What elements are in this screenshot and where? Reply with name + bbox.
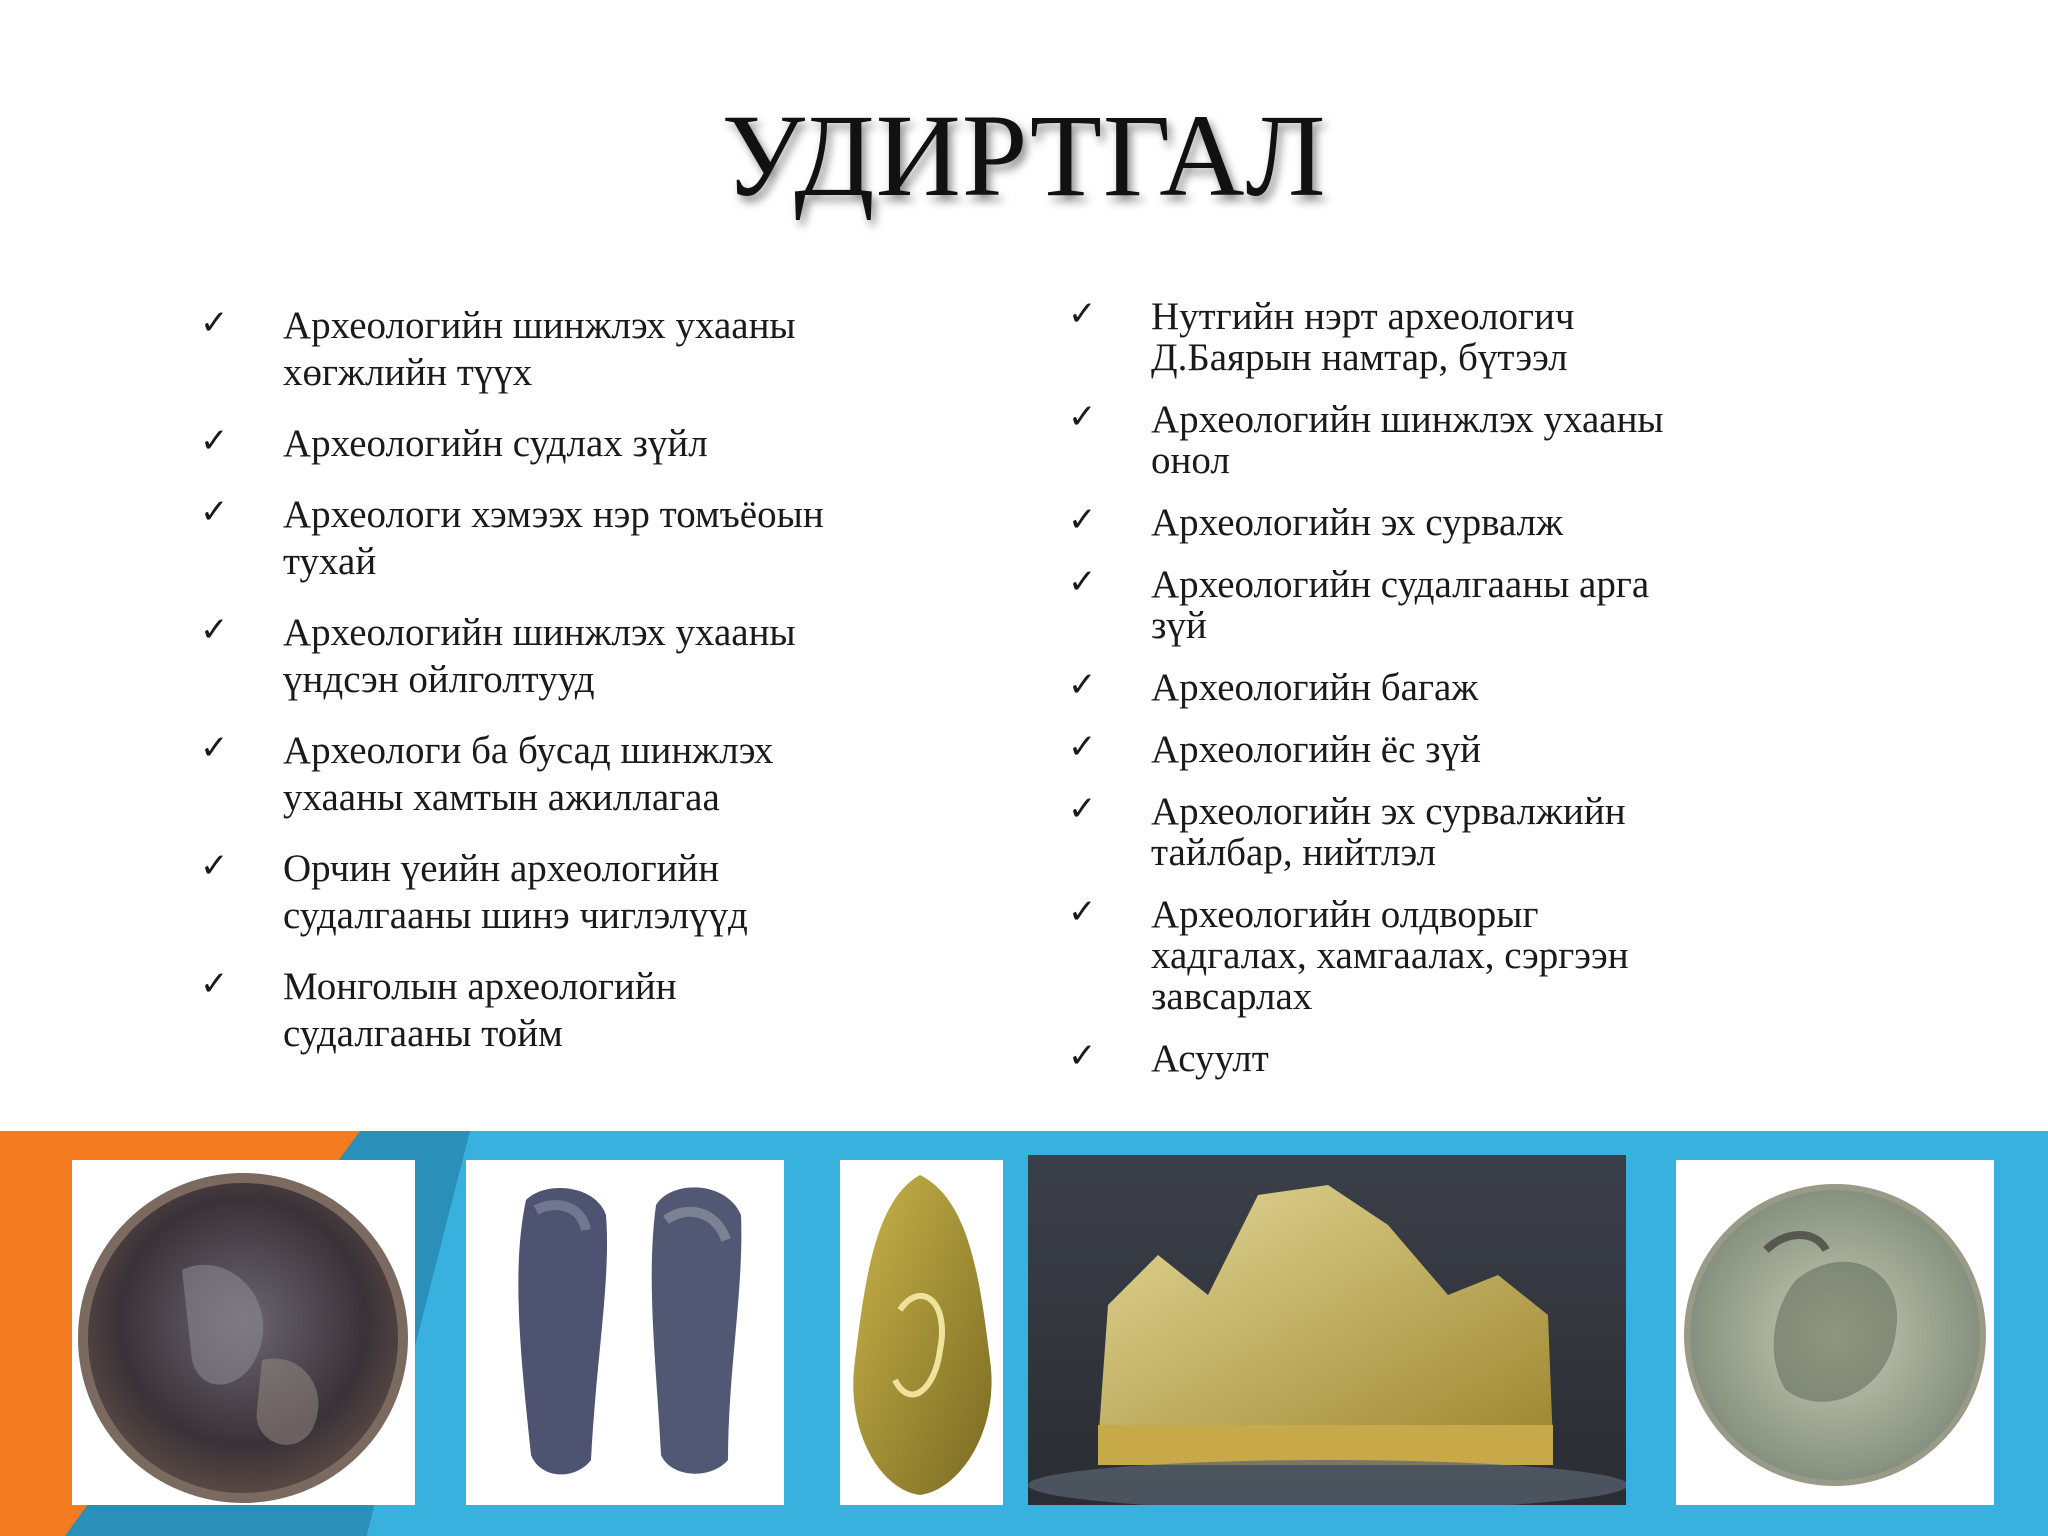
item-line: Археологийн ёс зүй (1151, 728, 1481, 771)
item-line: судалгааны шинэ чиглэлүүд (283, 894, 748, 937)
item-line: Нутгийн нэрт археологич (1151, 295, 1575, 338)
list-item (198, 963, 898, 1057)
list-item (1066, 564, 1766, 646)
stone-figurines-image (466, 1160, 784, 1505)
checkmark-icon: ✓ (200, 964, 229, 1004)
list-item (1066, 729, 1766, 770)
list-item (1066, 296, 1766, 378)
bronze-mirror-photo (72, 1160, 415, 1505)
checkmark-icon: ✓ (1068, 562, 1097, 602)
stone-figurines-photo (466, 1160, 784, 1505)
slide-title: УДИРТГАЛ (721, 90, 1327, 221)
item-line: ухааны хамтын ажиллагаа (283, 776, 720, 819)
item-line: судалгааны тойм (283, 1012, 563, 1055)
gold-crown-photo (1028, 1155, 1626, 1505)
item-line: Орчин үеийн археологийн (283, 847, 720, 890)
item-line: Археологи ба бусад шинжлэх (283, 729, 774, 772)
gold-crown-image (1028, 1155, 1626, 1505)
item-line: зүй (1151, 604, 1207, 647)
list-item (1066, 791, 1766, 873)
checkmark-icon: ✓ (1068, 294, 1097, 334)
checkmark-icon: ✓ (200, 492, 229, 532)
checkmark-icon: ✓ (200, 303, 229, 343)
checkmark-icon: ✓ (1068, 1036, 1097, 1076)
list-item (1066, 894, 1766, 1017)
item-line: тухай (283, 540, 377, 583)
item-line: Д.Баярын намтар, бүтээл (1151, 336, 1568, 379)
item-line: Археологийн эх сурвалж (1151, 501, 1564, 544)
item-line: Археологийн судлах зүйл (283, 422, 708, 465)
checkmark-icon: ✓ (1068, 500, 1097, 540)
item-line: завсарлах (1151, 975, 1313, 1018)
checkmark-icon: ✓ (200, 610, 229, 650)
checkmark-icon: ✓ (1068, 892, 1097, 932)
checkmark-icon: ✓ (1068, 397, 1097, 437)
left-topic-list (198, 302, 898, 1081)
gold-plaque-photo (840, 1160, 1003, 1505)
checkmark-icon: ✓ (1068, 789, 1097, 829)
checkmark-icon: ✓ (200, 421, 229, 461)
checkmark-icon: ✓ (200, 728, 229, 768)
right-topic-list (1066, 296, 1766, 1100)
gold-plaque-image (840, 1160, 1003, 1505)
item-line: Археологийн судалгааны арга (1151, 563, 1650, 606)
checkmark-icon: ✓ (200, 846, 229, 886)
item-line: Асуулт (1151, 1037, 1269, 1080)
item-line: Монголын археологийн (283, 965, 677, 1008)
item-line: Археологийн эх сурвалжийн (1151, 790, 1626, 833)
list-item (1066, 399, 1766, 481)
list-item (198, 420, 898, 467)
item-line: Археологийн шинжлэх ухааны (283, 304, 796, 347)
list-item (1066, 502, 1766, 543)
list-item (1066, 667, 1766, 708)
item-line: үндсэн ойлголтууд (283, 658, 595, 701)
silver-medallion-photo (1676, 1160, 1994, 1505)
item-line: Археологийн олдворыг (1151, 893, 1539, 936)
checkmark-icon: ✓ (1068, 665, 1097, 705)
list-item (1066, 1038, 1766, 1079)
checkmark-icon: ✓ (1068, 727, 1097, 767)
list-item (198, 302, 898, 396)
item-line: онол (1151, 439, 1230, 482)
list-item (198, 845, 898, 939)
item-line: Археологийн шинжлэх ухааны (283, 611, 796, 654)
item-line: Археологийн шинжлэх ухааны (1151, 398, 1664, 441)
bronze-mirror-image (72, 1160, 415, 1505)
item-line: хөгжлийн түүх (283, 351, 533, 394)
item-line: Археологи хэмээх нэр томъёоын (283, 493, 824, 536)
list-item (198, 491, 898, 585)
item-line: тайлбар, нийтлэл (1151, 831, 1436, 874)
item-line: Археологийн багаж (1151, 666, 1479, 709)
item-line: хадгалах, хамгаалах, сэргээн (1151, 934, 1629, 977)
silver-medallion-image (1676, 1160, 1994, 1505)
list-item (198, 609, 898, 703)
list-item (198, 727, 898, 821)
